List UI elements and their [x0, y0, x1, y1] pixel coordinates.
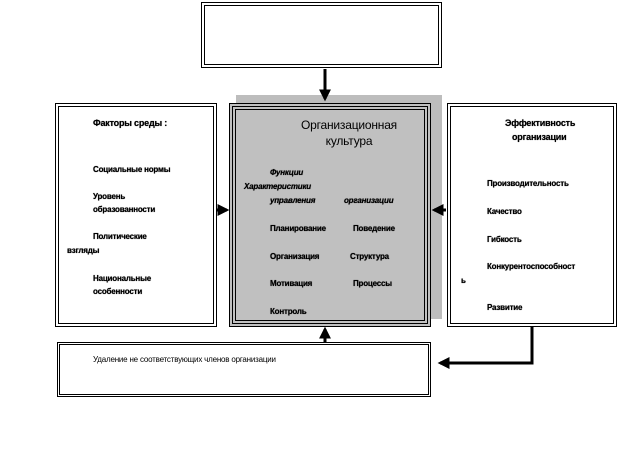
- removal-text: Удаление не соответствующих членов организации: [93, 355, 276, 364]
- environment-factors-title: Факторы среды :: [93, 118, 168, 128]
- effectiveness-competitiveness: Конкурентоспособност: [487, 262, 576, 271]
- culture-management: управления: [270, 196, 316, 205]
- effectiveness-flexibility: Гибкость: [487, 235, 522, 244]
- culture-functions: Функции: [270, 168, 304, 177]
- effectiveness-title-line2: организации: [512, 132, 567, 142]
- factor-education-line2: образованности: [93, 205, 156, 214]
- feedback-line: [440, 327, 532, 363]
- effectiveness-development: Развитие: [487, 303, 523, 312]
- factor-political-line2: взгляды: [67, 246, 100, 255]
- effectiveness-quality: Качество: [487, 207, 522, 216]
- culture-structure: Структура: [350, 252, 389, 261]
- effectiveness-title-line1: Эффективность: [505, 118, 576, 128]
- culture-control: Контроль: [270, 307, 307, 316]
- culture-motivation: Мотивация: [270, 279, 313, 288]
- effectiveness-competitiveness-end: ь: [461, 276, 466, 285]
- factor-social-norms: Социальные нормы: [93, 165, 171, 174]
- culture-planning: Планирование: [270, 224, 326, 233]
- culture-behavior: Поведение: [353, 224, 395, 233]
- org-culture-title-line1: Организационная: [301, 118, 397, 132]
- factor-national-line2: особенности: [93, 287, 143, 296]
- culture-characteristics: Характеристики: [244, 182, 311, 191]
- culture-processes: Процессы: [353, 279, 392, 288]
- culture-organization-char: организации: [344, 196, 394, 205]
- factor-national-line1: Национальные: [93, 274, 151, 283]
- culture-organizing: Организация: [270, 252, 320, 261]
- factor-political-line1: Политические: [93, 232, 147, 241]
- org-culture-title-line2: культура: [325, 134, 373, 148]
- factor-education-line1: Уровень: [93, 192, 126, 201]
- effectiveness-productivity: Производительность: [487, 179, 569, 188]
